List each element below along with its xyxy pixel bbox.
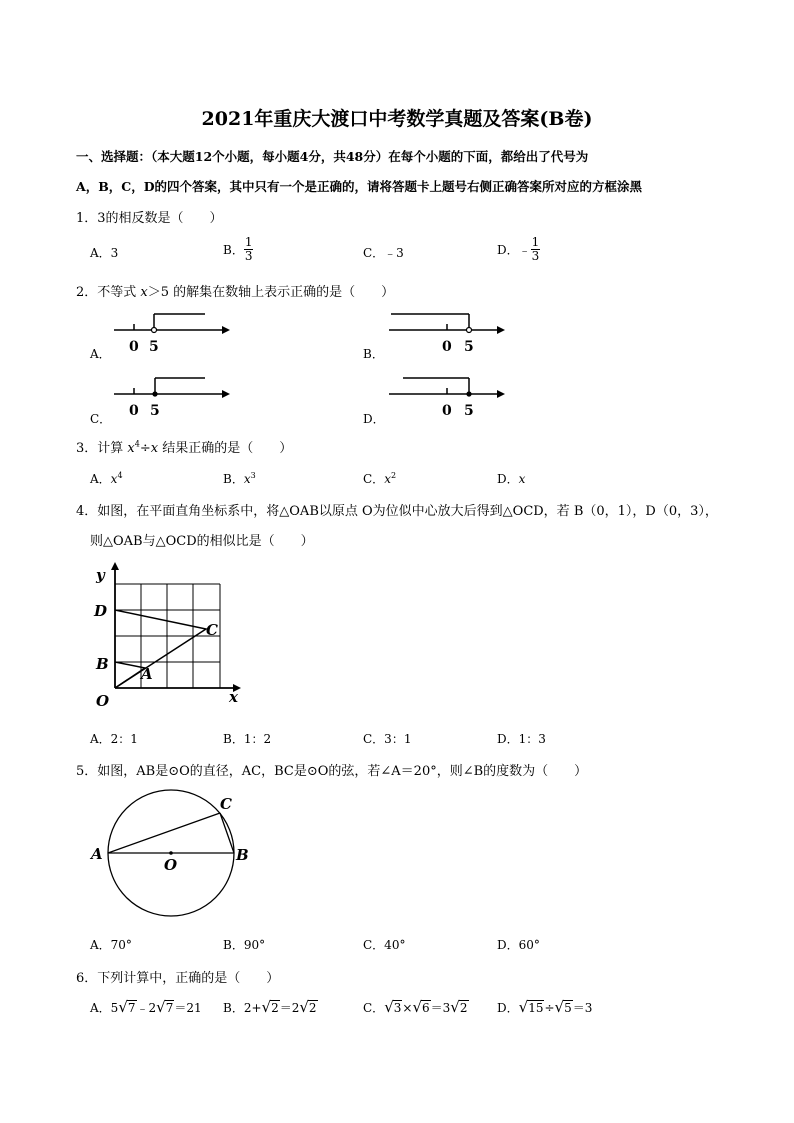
q2-stem-text: 2．不等式: [76, 285, 141, 300]
q4-stem-line1: 4．如图，在平面直角坐标系中，将△OAB以原点 O为位似中心放大后得到△OCD，若 B（0，1），D（0，3），: [76, 504, 718, 519]
tick-label-5: 5: [464, 403, 474, 419]
option-variable: x: [384, 472, 391, 486]
q2-numberline-d: [385, 372, 505, 422]
q2-option-a-label: A．: [90, 347, 111, 361]
point-label-o: O: [164, 856, 178, 874]
radicand: 7: [165, 1001, 174, 1015]
radicand: 2: [459, 1001, 468, 1015]
q2-option-d-label: D．: [363, 412, 385, 426]
sqrt-icon: √: [518, 998, 529, 1016]
q3-stem: [76, 437, 292, 456]
tick-label-0: 0: [129, 339, 139, 355]
q3-exponent: 4: [134, 439, 140, 449]
point-label-c: C: [206, 621, 218, 639]
q3-option-c: [363, 470, 396, 487]
option-letter: A．: [90, 472, 111, 486]
q3-divide-sign: ÷: [139, 441, 151, 456]
q4-coordinate-figure: [88, 562, 248, 712]
option-variable: x: [243, 472, 251, 486]
option-variable: x: [518, 472, 526, 486]
q1-option-d-prefix: D．﹣: [497, 243, 531, 257]
radicand: 2: [308, 1001, 317, 1015]
option-text: ＝3: [430, 1001, 451, 1015]
q1-option-b: [223, 236, 253, 263]
section-heading-line2: A，B，C，D的四个答案，其中只有一个是正确的，请将答题卡上题号右侧正确答案所对应的方框涂黑: [76, 179, 643, 194]
tick-label-5: 5: [150, 403, 160, 419]
option-variable: x: [110, 472, 118, 486]
q2-numberline-a: [110, 308, 230, 358]
point-label-a: A: [141, 665, 153, 683]
option-text: ＝3: [572, 1001, 593, 1015]
fraction-denominator: 3: [531, 249, 540, 263]
sqrt-icon: √: [299, 998, 309, 1016]
option-exponent: 3: [250, 471, 256, 480]
radicand: 15: [528, 1001, 544, 1015]
q5-option-b: B．90°: [223, 938, 266, 952]
q5-option-a: A．70°: [90, 938, 132, 952]
q3-stem-text: 3．计算: [76, 441, 128, 456]
fraction-numerator: 1: [244, 235, 253, 249]
q1-option-d: [497, 236, 540, 263]
fraction-numerator: 1: [531, 235, 540, 249]
section-heading-line1: 一、选择题：（本大题12个小题，每小题4分，共48分）在每个小题的下面，都给出了代号为: [76, 149, 589, 164]
radicand: 3: [393, 1001, 402, 1015]
page-title: 2021年重庆大渡口中考数学真题及答案(B卷): [201, 108, 593, 130]
axis-label-x: x: [229, 688, 238, 706]
q2-stem-text-end: ＞5 的解集在数轴上表示正确的是（ ）: [147, 285, 395, 300]
q3-stem-text-end: 结果正确的是（ ）: [158, 441, 293, 456]
tick-label-0: 0: [129, 403, 139, 419]
q6-option-a: [90, 998, 202, 1016]
point-label-b: B: [96, 655, 109, 673]
option-letter: D．: [497, 472, 519, 486]
option-exponent: 2: [390, 471, 397, 480]
q1-option-b-fraction: [244, 236, 254, 263]
option-text: ＝21: [174, 1001, 202, 1015]
tick-label-0: 0: [442, 339, 452, 355]
q1-option-b-prefix: B．: [223, 243, 244, 257]
sqrt-icon: √: [554, 998, 565, 1016]
q2-numberline-c: [110, 372, 230, 422]
q3-option-b: [223, 470, 256, 487]
q2-option-b-label: B．: [363, 347, 384, 361]
q3-option-a: [90, 470, 123, 487]
radicand: 7: [127, 1001, 136, 1015]
option-text: B．2+: [223, 1001, 262, 1015]
tick-label-0: 0: [442, 403, 452, 419]
sqrt-icon: √: [384, 998, 394, 1016]
q1-stem: 1．3的相反数是（ ）: [76, 211, 223, 226]
axis-label-y: y: [96, 566, 105, 584]
q2-numberline-b: [385, 308, 505, 358]
q4-stem-line2: 则△OAB与△OCD的相似比是（ ）: [90, 534, 314, 549]
option-text: C．: [363, 1001, 385, 1015]
q5-option-c: C．40°: [363, 938, 406, 952]
q6-option-d: [497, 998, 592, 1016]
option-letter: C．: [363, 472, 385, 486]
radicand: 6: [422, 1001, 430, 1015]
point-label-a: A: [91, 845, 103, 863]
option-text: ÷: [544, 1001, 555, 1015]
sqrt-icon: √: [118, 998, 128, 1016]
tick-label-5: 5: [464, 339, 474, 355]
option-text: ×: [402, 1001, 413, 1015]
point-label-d: D: [94, 602, 108, 620]
option-text: D．: [497, 1001, 519, 1015]
q5-stem: 5．如图，AB是⊙O的直径，AC，BC是⊙O的弦，若∠A＝20°，则∠B的度数为（ ）: [76, 764, 588, 779]
q5-option-d: D．60°: [497, 938, 540, 952]
point-label-b: B: [236, 846, 249, 864]
sqrt-icon: √: [412, 998, 423, 1016]
q2-stem: [76, 281, 394, 300]
radicand: 2: [271, 1001, 279, 1015]
sqrt-icon: √: [156, 998, 166, 1016]
q6-stem: 6．下列计算中，正确的是（ ）: [76, 971, 280, 986]
option-exponent: 4: [117, 471, 123, 480]
q3-option-d: [497, 470, 525, 487]
q4-option-d: D．1：3: [497, 732, 546, 746]
sqrt-icon: √: [261, 998, 272, 1016]
option-letter: B．: [223, 472, 244, 486]
q2-option-c-label: C．: [90, 412, 112, 426]
q4-option-a: A．2：1: [90, 732, 138, 746]
q1-option-d-fraction: [531, 236, 541, 263]
q4-option-b: B．1：2: [223, 732, 272, 746]
q2-stem-variable: x: [140, 285, 148, 300]
point-label-c: C: [220, 795, 232, 813]
option-text: ＝2: [279, 1001, 300, 1015]
option-text: A．5: [90, 1001, 119, 1015]
sqrt-icon: √: [450, 998, 460, 1016]
tick-label-5: 5: [149, 339, 159, 355]
option-text: ﹣2: [136, 1001, 157, 1015]
radicand: 5: [564, 1001, 572, 1015]
q1-option-c: C．﹣3: [363, 246, 404, 260]
q6-option-c: [363, 998, 469, 1016]
q3-variable: x: [127, 441, 135, 456]
q6-option-b: [223, 998, 318, 1016]
q1-option-a: A．3: [90, 246, 119, 260]
q5-circle-figure: [88, 784, 258, 924]
point-label-o: O: [96, 692, 110, 710]
q3-variable: x: [150, 441, 159, 456]
fraction-denominator: 3: [244, 249, 253, 263]
q4-option-c: C．3：1: [363, 732, 412, 746]
